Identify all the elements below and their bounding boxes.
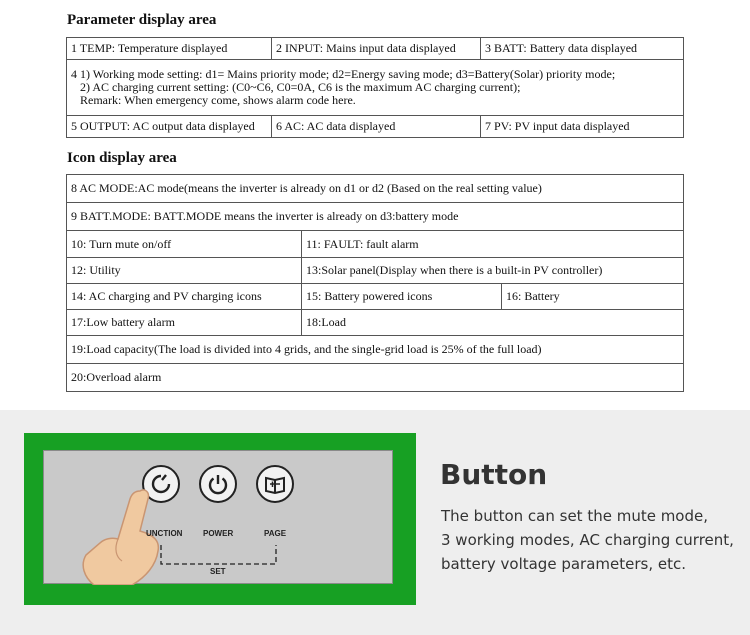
- parameter-table: [66, 37, 684, 138]
- text-line: 2) AC charging current setting: (C0~C6, C0=0A, C6 is the maximum AC charging current);: [71, 80, 521, 94]
- table-row: [67, 60, 684, 116]
- icon-table: [66, 174, 684, 392]
- table-row: [67, 364, 684, 392]
- table-cell: 6 AC: AC data displayed: [272, 116, 481, 138]
- panel-frame: [24, 433, 416, 605]
- table-cell: 1 TEMP: Temperature displayed: [67, 38, 272, 60]
- table-cell: 7 PV: PV input data displayed: [481, 116, 684, 138]
- button-heading: Button: [440, 458, 548, 491]
- text-line: 4 1) Working mode setting: d1= Mains priority mode; d2=Energy saving mode; d3=Battery(Solar) priority mode;: [71, 67, 616, 81]
- table-cell: 9 BATT.MODE: BATT.MODE means the inverter is already on d3:battery mode: [67, 203, 684, 231]
- description-line: The button can set the mute mode,: [441, 507, 709, 525]
- table-row: [67, 258, 684, 284]
- table-row: [67, 336, 684, 364]
- set-label: SET: [210, 567, 226, 576]
- description-line: battery voltage parameters, etc.: [441, 555, 686, 573]
- table-cell: 20:Overload alarm: [67, 364, 684, 392]
- table-cell: 10: Turn mute on/off: [67, 231, 302, 258]
- page-label: PAGE: [264, 529, 287, 538]
- icon-area-title: Icon display area: [67, 150, 177, 166]
- table-row: [67, 203, 684, 231]
- table-row: [67, 175, 684, 203]
- control-panel: [43, 450, 393, 584]
- table-cell: 17:Low battery alarm: [67, 310, 302, 336]
- table-cell: 3 BATT: Battery data displayed: [481, 38, 684, 60]
- table-cell: 16: Battery: [502, 284, 684, 310]
- description-line: 3 working modes, AC charging current,: [441, 531, 734, 549]
- table-cell: 15: Battery powered icons: [302, 284, 502, 310]
- table-cell: 18:Load: [302, 310, 684, 336]
- parameter-area-title: Parameter display area: [67, 12, 217, 28]
- table-cell: 13:Solar panel(Display when there is a built-in PV controller): [302, 258, 684, 284]
- table-row: [67, 284, 684, 310]
- table-cell: 8 AC MODE:AC mode(means the inverter is already on d1 or d2 (Based on the real setting value): [67, 175, 684, 203]
- function-label: UNCTION: [146, 529, 183, 538]
- text-line: Remark: When emergency come, shows alarm code here.: [71, 93, 356, 107]
- table-cell: 14: AC charging and PV charging icons: [67, 284, 302, 310]
- table-row: [67, 116, 684, 138]
- table-cell: 2 INPUT: Mains input data displayed: [272, 38, 481, 60]
- power-label: POWER: [203, 529, 234, 538]
- table-row: [67, 38, 684, 60]
- table-row: [67, 310, 684, 336]
- table-cell: 11: FAULT: fault alarm: [302, 231, 684, 258]
- table-cell: 5 OUTPUT: AC output data displayed: [67, 116, 272, 138]
- table-cell: 19:Load capacity(The load is divided into 4 grids, and the single-grid load is 25% of the full load): [67, 336, 684, 364]
- table-cell: 12: Utility: [67, 258, 302, 284]
- table-row: [67, 231, 684, 258]
- button-description: [441, 504, 741, 576]
- working-mode-cell: [67, 60, 684, 116]
